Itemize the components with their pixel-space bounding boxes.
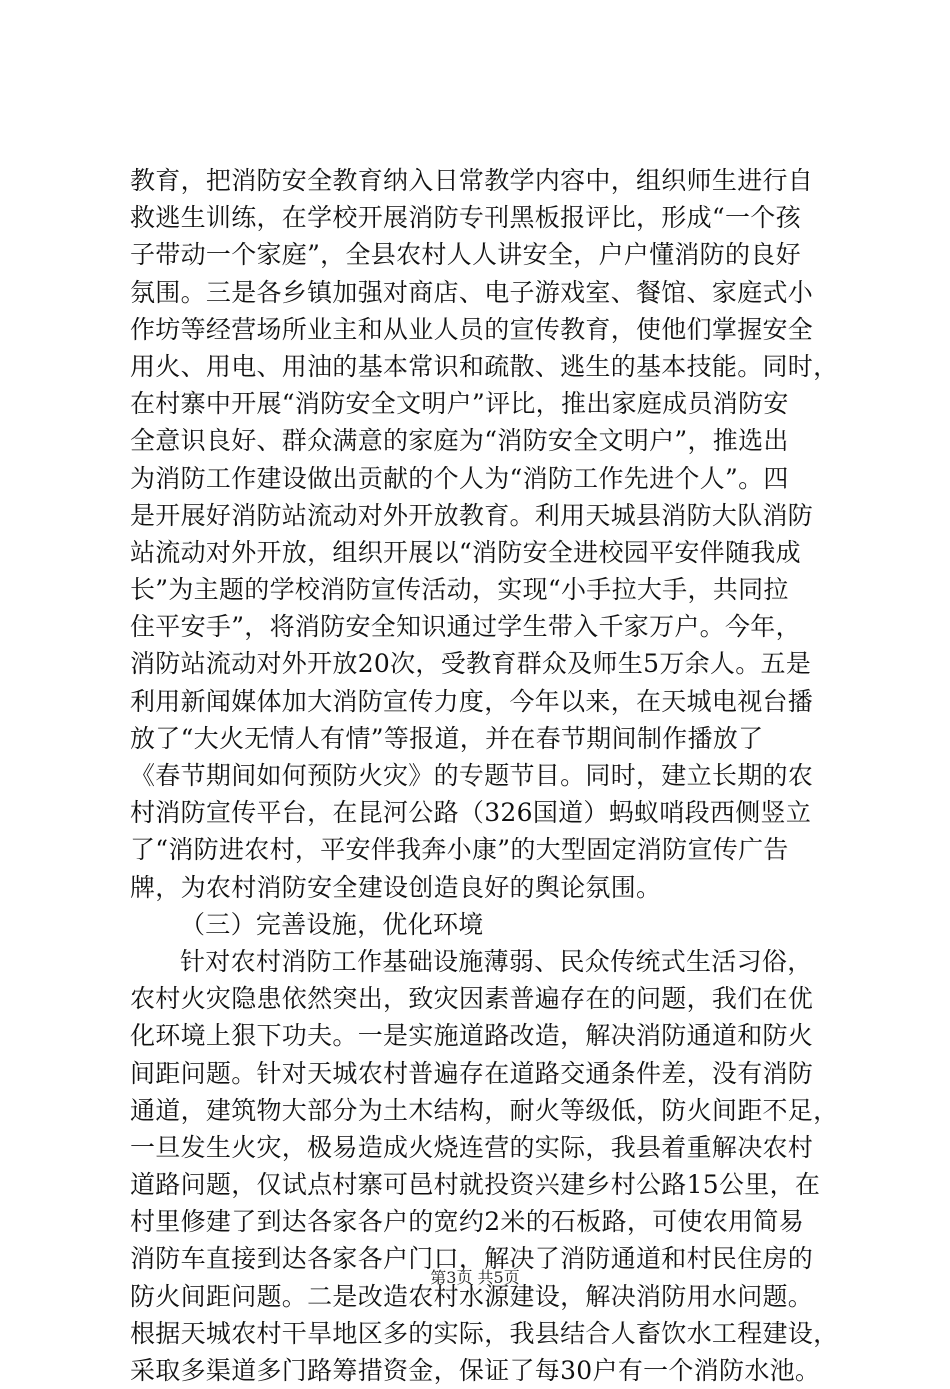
text-line: 是开展好消防站流动对外开放教育。利用天城县消防大队消防 xyxy=(130,500,814,530)
text-line: 放了“大火无情人有情”等报道，并在春节期间制作播放了 xyxy=(130,723,764,753)
text-line: 消防站流动对外开放20次，受教育群众及师生5万余人。五是 xyxy=(130,649,812,679)
text-line: 教育，把消防安全教育纳入日常教学内容中，组织师生进行自 xyxy=(130,166,814,195)
text-line: 在村寨中开展“消防安全文明户”评比，推出家庭成员消防安 xyxy=(130,389,789,419)
text-line: 针对农村消防工作基础设施薄弱、民众传统式生活习俗， xyxy=(180,946,813,976)
text-line: 子带动一个家庭”，全县农村人人讲安全，户户懂消防的良好 xyxy=(130,240,801,270)
text-line: 间距问题。针对天城农村普遍存在道路交通条件差，没有消防 xyxy=(130,1058,814,1088)
text-line: 道路问题，仅试点村寨可邑村就投资兴建乡村公路15公里，在 xyxy=(130,1170,821,1200)
text-line: 站流动对外开放，组织开展以“消防安全进校园平安伴随我成 xyxy=(130,537,801,567)
text-line: 长”为主题的学校消防宣传活动，实现“小手拉大手，共同拉 xyxy=(130,575,789,605)
text-line: 化环境上狠下功夫。一是实施道路改造，解决消防通道和防火 xyxy=(130,1021,814,1051)
text-line: 为消防工作建设做出贡献的个人为“消防工作先进个人”。四 xyxy=(130,463,789,493)
text-line: 利用新闻媒体加大消防宣传力度，今年以来，在天城电视台播 xyxy=(130,686,814,716)
text-line: 村消防宣传平台，在昆河公路（326国道）蚂蚁哨段西侧竖立 xyxy=(130,798,812,828)
text-line: 用火、用电、用油的基本常识和疏散、逃生的基本技能。同时， xyxy=(130,351,839,381)
text-line: 一旦发生火灾，极易造成火烧连营的实际，我县着重解决农村 xyxy=(130,1132,814,1162)
text-line: 根据天城农村干旱地区多的实际，我县结合人畜饮水工程建设， xyxy=(130,1318,839,1348)
text-line: 氛围。三是各乡镇加强对商店、电子游戏室、餐馆、家庭式小 xyxy=(130,277,814,307)
text-line: 牌，为农村消防安全建设创造良好的舆论氛围。 xyxy=(130,872,662,902)
text-line: 村里修建了到达各家各户的宽约2米的石板路，可使农用简易 xyxy=(130,1207,805,1237)
document-body xyxy=(130,162,839,1389)
text-line: 防火间距问题。二是改造农村水源建设，解决消防用水问题。 xyxy=(130,1281,814,1311)
text-line: 了“消防进农村，平安伴我奔小康”的大型固定消防宣传广告 xyxy=(130,835,789,865)
text-line: 农村火灾隐患依然突出，致灾因素普遍存在的问题，我们在优 xyxy=(130,984,814,1014)
text-line: 全意识良好、群众满意的家庭为“消防安全文明户”，推选出 xyxy=(130,426,789,456)
text-line: 《春节期间如何预防火灾》的专题节目。同时，建立长期的农 xyxy=(130,761,814,790)
text-line: 采取多渠道多门路筹措资金，保证了每30户有一个消防水池。 xyxy=(130,1356,821,1385)
text-line: 消防车直接到达各家各户门口，解决了消防通道和村民住房的 xyxy=(130,1244,814,1274)
text-line: 住平安手”，将消防安全知识通过学生带入千家万户。今年， xyxy=(130,612,801,642)
section-heading: （三）完善设施，优化环境 xyxy=(180,909,484,939)
page-footer: 第3页 共5页 xyxy=(430,1268,520,1287)
text-line: 救逃生训练，在学校开展消防专刊黑板报评比，形成“一个孩 xyxy=(130,203,801,233)
text-line: 作坊等经营场所业主和从业人员的宣传教育，使他们掌握安全 xyxy=(130,314,814,344)
text-line: 通道，建筑物大部分为土木结构，耐火等级低，防火间距不足， xyxy=(130,1095,839,1125)
